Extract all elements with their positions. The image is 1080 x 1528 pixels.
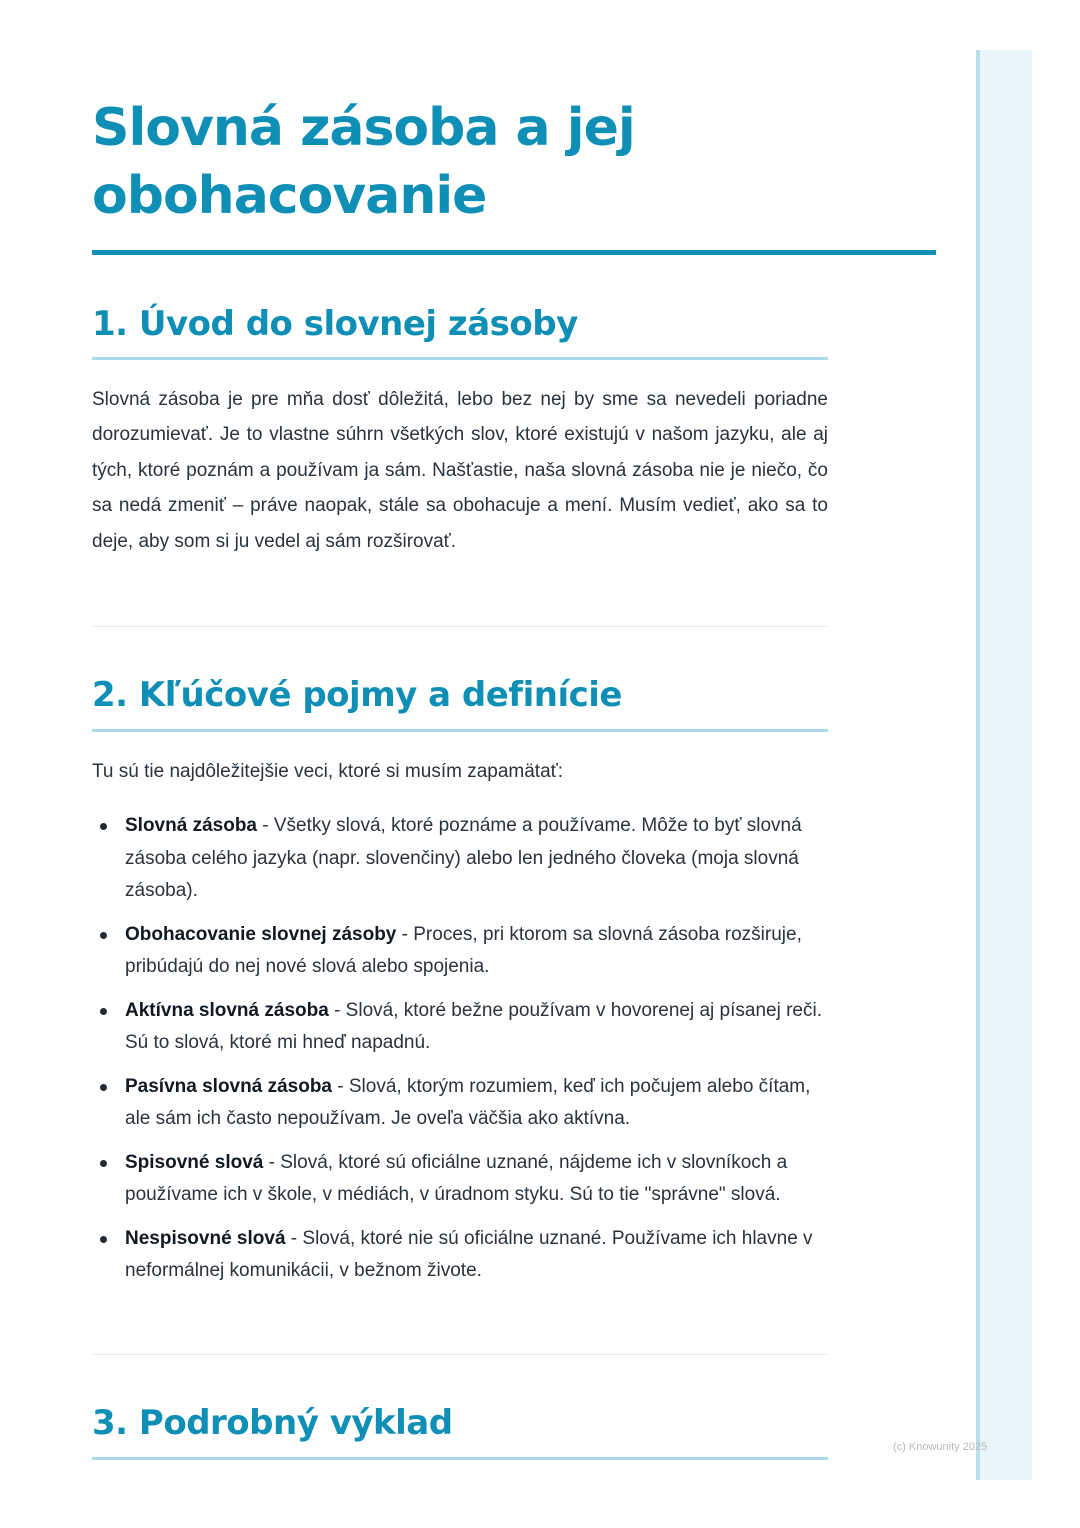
definition-term: Spisovné slová	[125, 1151, 264, 1173]
section-1-underline	[92, 357, 828, 360]
definition-text: - Slová, ktoré nie sú oficiálne uznané. Používame ich hlavne v neformálnej komunikácii, v bežnom živote.	[125, 1227, 813, 1281]
title-underline	[92, 250, 936, 255]
section-2-underline	[92, 729, 828, 732]
list-item	[92, 1071, 828, 1136]
definition-term: Aktívna slovná zásoba	[125, 999, 329, 1021]
list-item	[92, 1147, 828, 1212]
section-separator-2	[92, 1354, 828, 1355]
bullet-icon	[100, 1084, 107, 1091]
section-2-heading: 2. Kľúčové pojmy a definície	[92, 675, 622, 715]
bullet-icon	[100, 1236, 107, 1243]
document-title	[92, 94, 792, 230]
definition-term: Obohacovanie slovnej zásoby	[125, 923, 397, 945]
definition-term: Slovná zásoba	[125, 815, 257, 836]
bullet-icon	[100, 1008, 107, 1015]
definition-list	[92, 810, 828, 1299]
bullet-icon	[100, 823, 107, 830]
definition-term: Pasívna slovná zásoba	[125, 1075, 332, 1097]
list-item	[92, 995, 828, 1060]
definition-text: - Všetky slová, ktoré poznáme a používame. Môže to byť slovná zásoba celého jazyka (napr. slovenčiny) alebo len jedného človeka (moja slovná zásoba).	[125, 815, 802, 901]
definition-text: - Slová, ktoré bežne používam v hovorenej aj písanej reči. Sú to slová, ktoré mi hneď napadnú.	[125, 999, 822, 1053]
section-separator-1	[92, 626, 828, 627]
list-item	[92, 919, 828, 984]
section-3-underline	[92, 1457, 828, 1460]
definition-term: Nespisovné slová	[125, 1227, 286, 1249]
section-1-paragraph: Slovná zásoba je pre mňa dosť dôležitá, lebo bez nej by sme sa nevedeli poriadne dorozumievať. Je to vlastne súhrn všetkých slov, ktoré existujú v našom jazyku, ale aj tých, ktoré poznám a používam ja sám. Našťastie, naša slovná zásoba nie je niečo, čo sa nedá zmeniť – práve naopak, stále sa obohacuje a mení. Musím vedieť, ako sa to deje, aby som si ju vedel aj sám rozširovať.	[92, 389, 828, 552]
bullet-icon	[100, 1160, 107, 1167]
list-item	[92, 1223, 828, 1288]
definition-text: - Proces, pri ktorom sa slovná zásoba rozširuje, pribúdajú do nej nové slová alebo spojenia.	[125, 923, 802, 977]
section-1-heading: 1. Úvod do slovnej zásoby	[92, 304, 578, 344]
definition-text: - Slová, ktoré sú oficiálne uznané, nájdeme ich v slovníkoch a používame ich v škole, v médiách, v úradnom styku. Sú to tie "správne" slová.	[125, 1151, 788, 1205]
document-title-line1: Slovná zásoba a jej	[92, 98, 635, 158]
section-3-heading: 3. Podrobný výklad	[92, 1403, 453, 1443]
bullet-icon	[100, 932, 107, 939]
list-item	[92, 810, 828, 908]
section-2-lead: Tu sú tie najdôležitejšie veci, ktoré si musím zapamätať:	[92, 761, 564, 782]
watermark: (c) Knowunity 2025	[893, 1441, 988, 1453]
definition-text: - Slová, ktorým rozumiem, keď ich počujem alebo čítam, ale sám ich často nepoužívam. Je oveľa väčšia ako aktívna.	[125, 1075, 811, 1129]
side-panel	[976, 50, 1032, 1480]
document-title-line2: obohacovanie	[92, 166, 487, 226]
